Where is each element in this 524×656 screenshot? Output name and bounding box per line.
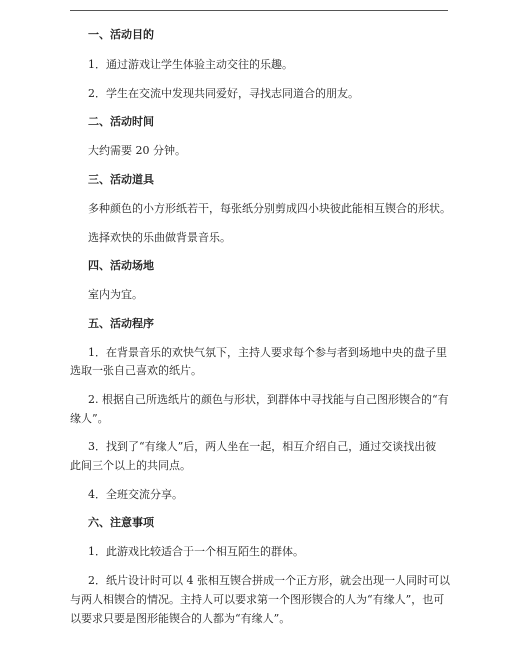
section-heading-venue: 四、活动场地 <box>88 259 154 272</box>
paragraph: 室内为宜。 <box>88 288 143 301</box>
paragraph: 2．学生在交流中发现共同爱好，寻找志同道合的朋友。 <box>88 87 359 100</box>
paragraph-line: 3．找到了“有缘人”后，两人坐在一起，相互介绍自己，通过交谈找出彼 <box>88 440 437 453</box>
paragraph: 4．全班交流分享。 <box>88 488 183 501</box>
paragraph: 大约需要 20 分钟。 <box>88 144 186 157</box>
section-heading-time: 二、活动时间 <box>88 115 154 128</box>
header-rule <box>70 10 448 11</box>
paragraph-line: 1．在背景音乐的欢快气氛下，主持人要求每个参与者到场地中央的盘子里 <box>88 346 447 359</box>
paragraph-line: 2. 根据自己所选纸片的颜色与形状，到群体中寻找能与自己图形锲合的“有 <box>88 393 449 406</box>
paragraph: 1．通过游戏让学生体验主动交往的乐趣。 <box>88 58 293 71</box>
section-heading-purpose: 一、活动目的 <box>88 28 154 41</box>
section-heading-notes: 六、注意事项 <box>88 516 154 529</box>
paragraph: 1．此游戏比较适合于一个相互陌生的群体。 <box>88 545 304 558</box>
paragraph-line: 2．纸片设计时可以 4 张相互锲合拼成一个正方形，就会出现一人同时可以 <box>88 574 450 587</box>
section-heading-props: 三、活动道具 <box>88 173 154 186</box>
paragraph-line: 与两人相锲合的情况。主持人可以要求第一个图形锲合的人为“有缘人”，也可 <box>70 593 445 606</box>
section-heading-procedure: 五、活动程序 <box>88 317 154 330</box>
paragraph-line: 此间三个以上的共同点。 <box>70 459 191 472</box>
paragraph: 选择欢快的乐曲做背景音乐。 <box>88 231 231 244</box>
paragraph: 多种颜色的小方形纸若干，每张纸分别剪成四小块彼此能相互锲合的形状。 <box>88 202 451 215</box>
paragraph-line: 选取一张自己喜欢的纸片。 <box>70 364 202 377</box>
paragraph-line: 以要求只要是图形能锲合的人都为“有缘人”。 <box>70 612 291 625</box>
paragraph-line: 缘人”。 <box>70 412 109 425</box>
